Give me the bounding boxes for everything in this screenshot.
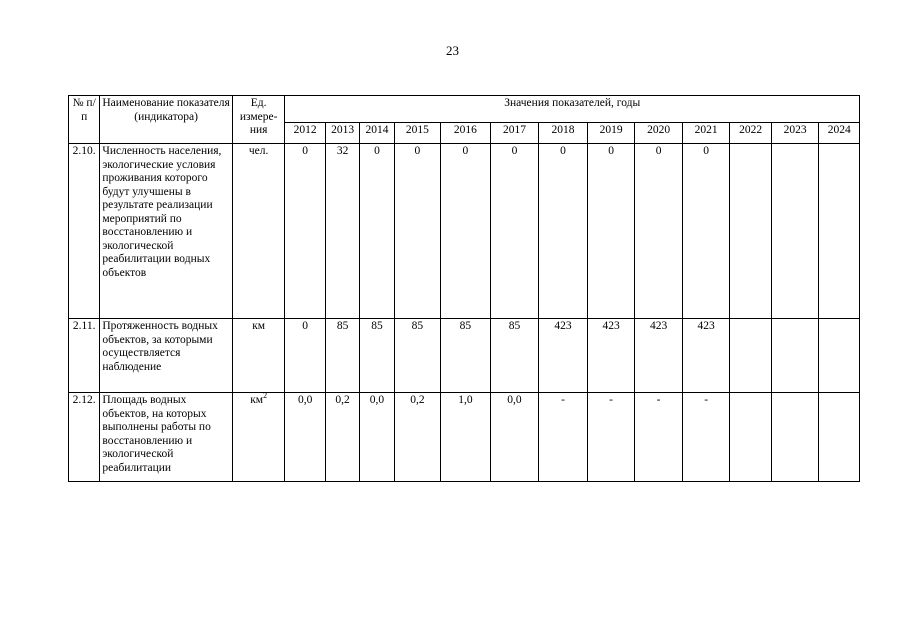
row-value: 85	[360, 319, 394, 393]
row-value: 0,2	[325, 393, 359, 482]
row-value: 0,2	[394, 393, 441, 482]
table-header	[69, 96, 860, 144]
row-value: 0	[635, 144, 683, 319]
row-value	[819, 319, 860, 393]
header-unit: Ед. измере-ния	[232, 96, 285, 144]
row-value: 85	[394, 319, 441, 393]
row-value: 0,0	[490, 393, 539, 482]
row-value: -	[682, 393, 730, 482]
row-value: 0	[490, 144, 539, 319]
row-value: -	[539, 393, 588, 482]
row-value	[771, 319, 819, 393]
year-header: 2017	[490, 123, 539, 144]
row-unit-sup: 2	[263, 391, 268, 401]
row-name: Численность населения, экологические условия проживания которого будут улучшены в результате реализации мероприятий по восстановлению и экологической реабилитации водных объектов	[100, 144, 233, 319]
header-values: Значения показателей, годы	[285, 96, 860, 123]
row-value: 423	[682, 319, 730, 393]
row-value: 0	[539, 144, 588, 319]
row-value	[771, 144, 819, 319]
table-row	[69, 319, 860, 393]
row-value	[730, 393, 771, 482]
year-header: 2023	[771, 123, 819, 144]
page-number: 23	[446, 43, 459, 58]
year-header: 2013	[325, 123, 359, 144]
year-header: 2021	[682, 123, 730, 144]
row-value: 32	[325, 144, 359, 319]
header-num: № п/п	[69, 96, 100, 144]
header-name: Наименование показателя (индикатора)	[100, 96, 233, 144]
row-num: 2.11.	[69, 319, 100, 393]
row-value	[730, 319, 771, 393]
year-header: 2015	[394, 123, 441, 144]
row-num: 2.12.	[69, 393, 100, 482]
row-value	[819, 393, 860, 482]
row-unit	[232, 144, 285, 319]
row-name: Площадь водных объектов, на которых выполнены работы по восстановлению и экологической реабилитации	[100, 393, 233, 482]
row-value: -	[587, 393, 635, 482]
row-value: 0,0	[360, 393, 394, 482]
table-row	[69, 393, 860, 482]
row-value: 0	[360, 144, 394, 319]
year-header: 2020	[635, 123, 683, 144]
year-header: 2016	[441, 123, 491, 144]
row-value: 85	[490, 319, 539, 393]
row-value	[730, 144, 771, 319]
year-header: 2018	[539, 123, 588, 144]
row-value: 85	[325, 319, 359, 393]
row-value: 423	[635, 319, 683, 393]
year-header: 2019	[587, 123, 635, 144]
indicators-table	[68, 95, 860, 482]
row-unit-text: км	[252, 320, 266, 332]
year-header: 2024	[819, 123, 860, 144]
row-unit	[232, 319, 285, 393]
row-value: 0	[394, 144, 441, 319]
row-value: 0,0	[285, 393, 325, 482]
row-name: Протяженность водных объектов, за которыми осуществляется наблюдение	[100, 319, 233, 393]
row-num: 2.10.	[69, 144, 100, 319]
row-value: 0	[682, 144, 730, 319]
row-value	[819, 144, 860, 319]
row-value: 0	[285, 319, 325, 393]
row-value: 0	[587, 144, 635, 319]
row-unit	[232, 393, 285, 482]
row-unit-text: чел.	[248, 145, 269, 157]
row-value: 423	[587, 319, 635, 393]
row-value: -	[635, 393, 683, 482]
row-value	[771, 393, 819, 482]
table-row	[69, 144, 860, 319]
row-value: 1,0	[441, 393, 491, 482]
year-header: 2014	[360, 123, 394, 144]
year-header: 2022	[730, 123, 771, 144]
row-value: 423	[539, 319, 588, 393]
year-header: 2012	[285, 123, 325, 144]
row-value: 0	[441, 144, 491, 319]
row-value: 0	[285, 144, 325, 319]
row-unit-text: км	[250, 394, 264, 406]
row-value: 85	[441, 319, 491, 393]
